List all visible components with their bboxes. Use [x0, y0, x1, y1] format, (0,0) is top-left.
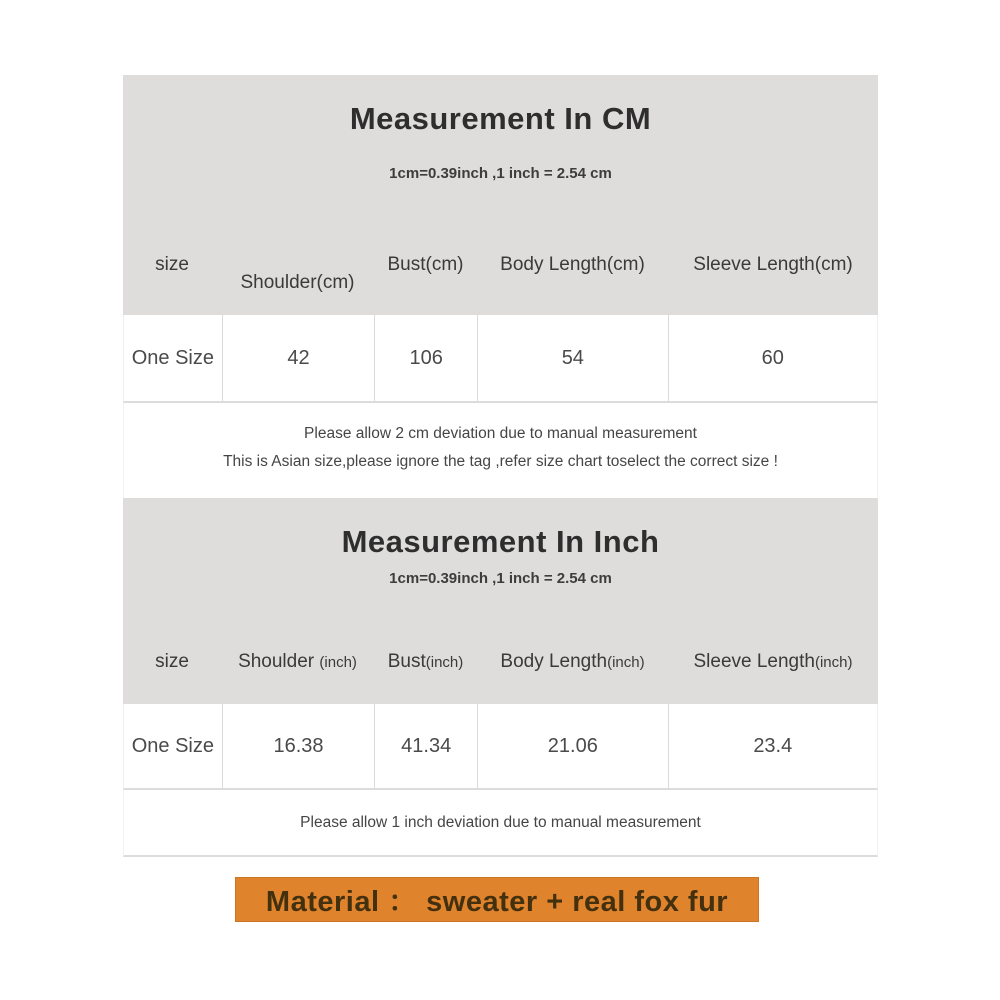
inch-data-row	[123, 704, 878, 790]
inch-col-body-length: Body Length(inch)	[500, 651, 645, 672]
inch-col-sleeve-length: Sleeve Length(inch)	[693, 651, 853, 672]
cm-deviation-note: Please allow 2 cm deviation due to manual measurement	[304, 425, 697, 442]
cm-bust-value: 106	[374, 315, 477, 401]
material-bar	[235, 877, 759, 922]
material-text: Material ： sweater + real fox fur	[265, 886, 729, 918]
inch-size-value: One Size	[131, 734, 214, 757]
cm-col-sleeve-length: Sleeve Length(cm)	[693, 254, 853, 275]
cm-shoulder-value: 42	[222, 315, 375, 401]
inch-notes	[123, 790, 878, 857]
inch-measurement-section	[123, 498, 878, 857]
cm-col-body-length: Body Length(cm)	[500, 254, 645, 275]
inch-conversion-note: 1cm=0.39inch ,1 inch = 2.54 cm	[389, 570, 612, 587]
inch-col-size: size	[155, 651, 189, 672]
cm-conversion-note: 1cm=0.39inch ,1 inch = 2.54 cm	[389, 165, 612, 182]
cm-col-size: size	[155, 254, 189, 275]
cm-table-header-block	[123, 75, 878, 315]
cm-sleeve-length-value: 60	[668, 315, 877, 401]
inch-table-title: Measurement In Inch	[341, 524, 660, 559]
size-chart-sheet	[123, 75, 878, 922]
inch-col-bust: Bust(inch)	[387, 651, 464, 672]
cm-col-bust: Bust(cm)	[387, 254, 464, 275]
inch-sleeve-length-value: 23.4	[668, 704, 877, 788]
inch-body-length-value: 21.06	[477, 704, 668, 788]
inch-bust-value: 41.34	[374, 704, 477, 788]
cm-col-shoulder: Shoulder(cm)	[240, 272, 355, 293]
cm-body-length-value: 54	[477, 315, 668, 401]
cm-measurement-section	[123, 75, 878, 498]
cm-size-value: One Size	[131, 346, 214, 369]
inch-col-shoulder: Shoulder (inch)	[238, 651, 357, 672]
cm-data-row	[123, 315, 878, 403]
inch-column-header-row	[123, 626, 878, 698]
inch-table-header-block	[123, 498, 878, 704]
cm-notes	[123, 403, 878, 498]
asian-size-note: This is Asian size,please ignore the tag ,refer size chart toselect the correct size !	[223, 453, 778, 470]
inch-shoulder-value: 16.38	[222, 704, 375, 788]
cm-table-title: Measurement In CM	[349, 101, 652, 136]
cm-column-header-row	[123, 229, 878, 301]
inch-deviation-note: Please allow 1 inch deviation due to manual measurement	[300, 813, 701, 831]
